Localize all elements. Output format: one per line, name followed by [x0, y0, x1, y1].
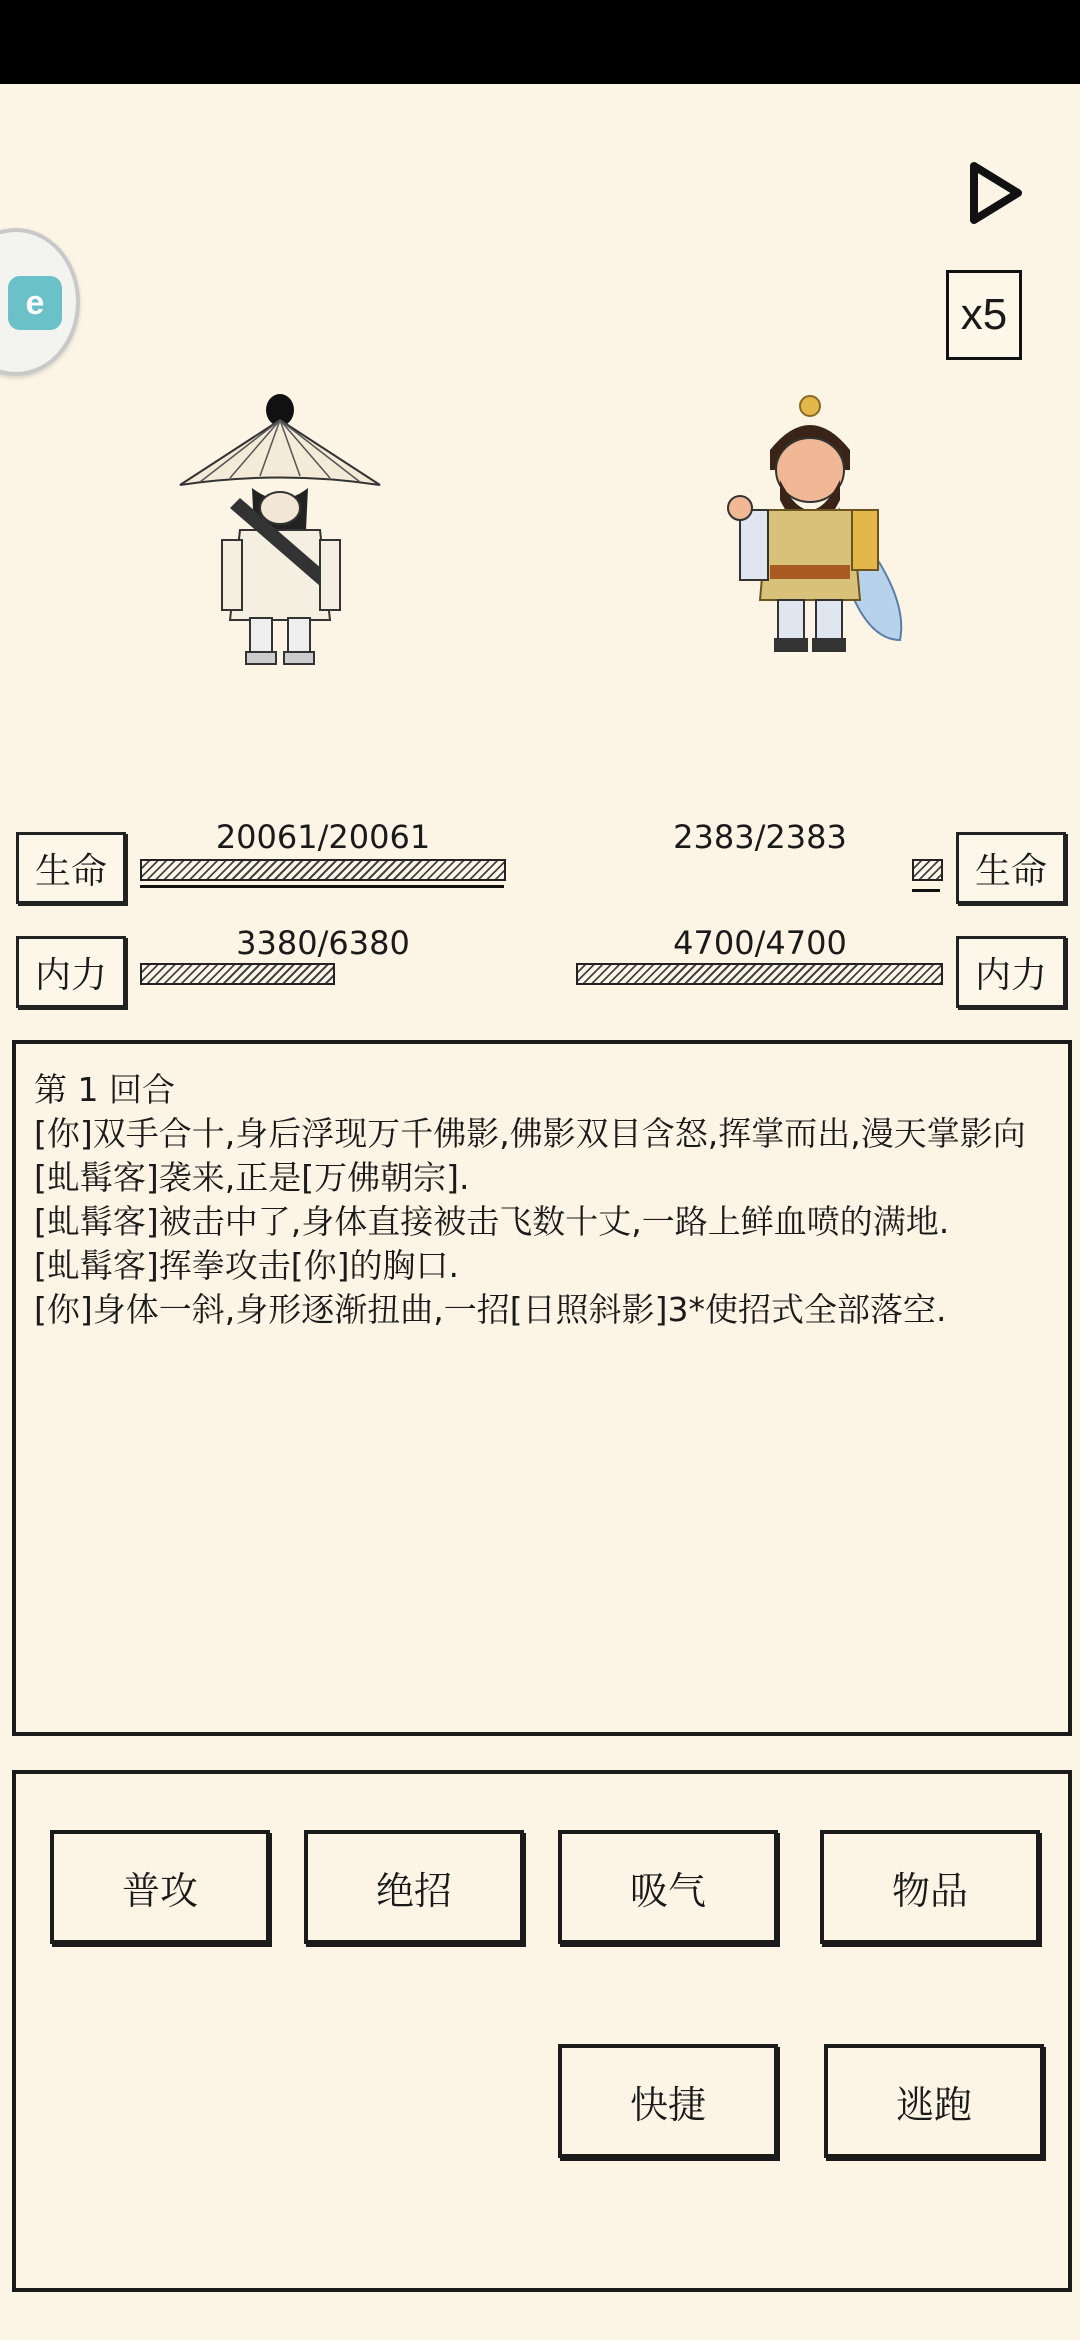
- player-hp-bar-base: [140, 885, 504, 888]
- enemy-hp-bar-base: [912, 889, 940, 892]
- player-mp-bar: [140, 963, 335, 985]
- player-hp-bar: [140, 859, 506, 881]
- player-mp-value: 3380/6380: [236, 924, 410, 962]
- player-mp-label-text: 内力: [34, 954, 107, 996]
- action-panel: [12, 1770, 1072, 2292]
- floating-app-badge[interactable]: [0, 228, 80, 376]
- items-button-label: 物品: [891, 1868, 968, 1913]
- ultimate-button[interactable]: [304, 1830, 524, 1944]
- log-line: [你]身体一斜,身形逐渐扭曲,一招[日照斜影]3*使招式全部落空.: [34, 1290, 947, 1329]
- badge-letter: e: [25, 283, 45, 322]
- player-hp-label-text: 生命: [34, 850, 107, 892]
- enemy-hp-bar: [912, 859, 943, 881]
- items-button[interactable]: [820, 1830, 1040, 1944]
- speed-label: x5: [960, 290, 1008, 339]
- ultimate-button-label: 绝招: [375, 1868, 452, 1913]
- speed-toggle-button[interactable]: [946, 270, 1022, 360]
- enemy-hp-value: 2383/2383: [673, 818, 847, 856]
- log-line: [虬髯客]袭来,正是[万佛朝宗].: [34, 1158, 470, 1197]
- enemy-mp-bar: [576, 963, 943, 985]
- attack-button-label: 普攻: [121, 1868, 198, 1913]
- player-mp-label: [16, 936, 126, 1008]
- flee-button-label: 逃跑: [895, 2082, 972, 2127]
- breathe-button-label: 吸气: [629, 1868, 706, 1913]
- enemy-hp-label-text: 生命: [974, 850, 1047, 892]
- battle-log: [34, 1068, 1026, 1332]
- log-line: 第 1 回合: [34, 1070, 175, 1109]
- log-line: [虬髯客]挥拳攻击[你]的胸口.: [34, 1246, 459, 1285]
- log-line: [虬髯客]被击中了,身体直接被击飞数十丈,一路上鲜血喷的满地.: [34, 1202, 950, 1241]
- breathe-button[interactable]: [558, 1830, 778, 1944]
- enemy-mp-value: 4700/4700: [673, 924, 847, 962]
- player-character: [170, 390, 390, 670]
- play-icon[interactable]: [966, 160, 1026, 226]
- enemy-mp-label-text: 内力: [974, 954, 1047, 996]
- battle-log-panel: [12, 1040, 1072, 1736]
- flee-button[interactable]: [824, 2044, 1044, 2158]
- enemy-mp-label: [956, 936, 1066, 1008]
- enemy-hp-label: [956, 832, 1066, 904]
- player-hp-label: [16, 832, 126, 904]
- log-line: [你]双手合十,身后浮现万千佛影,佛影双目含怒,挥掌而出,漫天掌影向: [34, 1114, 1026, 1153]
- attack-button[interactable]: [50, 1830, 270, 1944]
- app-icon: [8, 276, 62, 330]
- shortcut-button-label: 快捷: [629, 2082, 706, 2127]
- enemy-character: [700, 390, 920, 670]
- shortcut-button[interactable]: [558, 2044, 778, 2158]
- player-hp-value: 20061/20061: [215, 818, 431, 856]
- status-bar: [0, 0, 1080, 84]
